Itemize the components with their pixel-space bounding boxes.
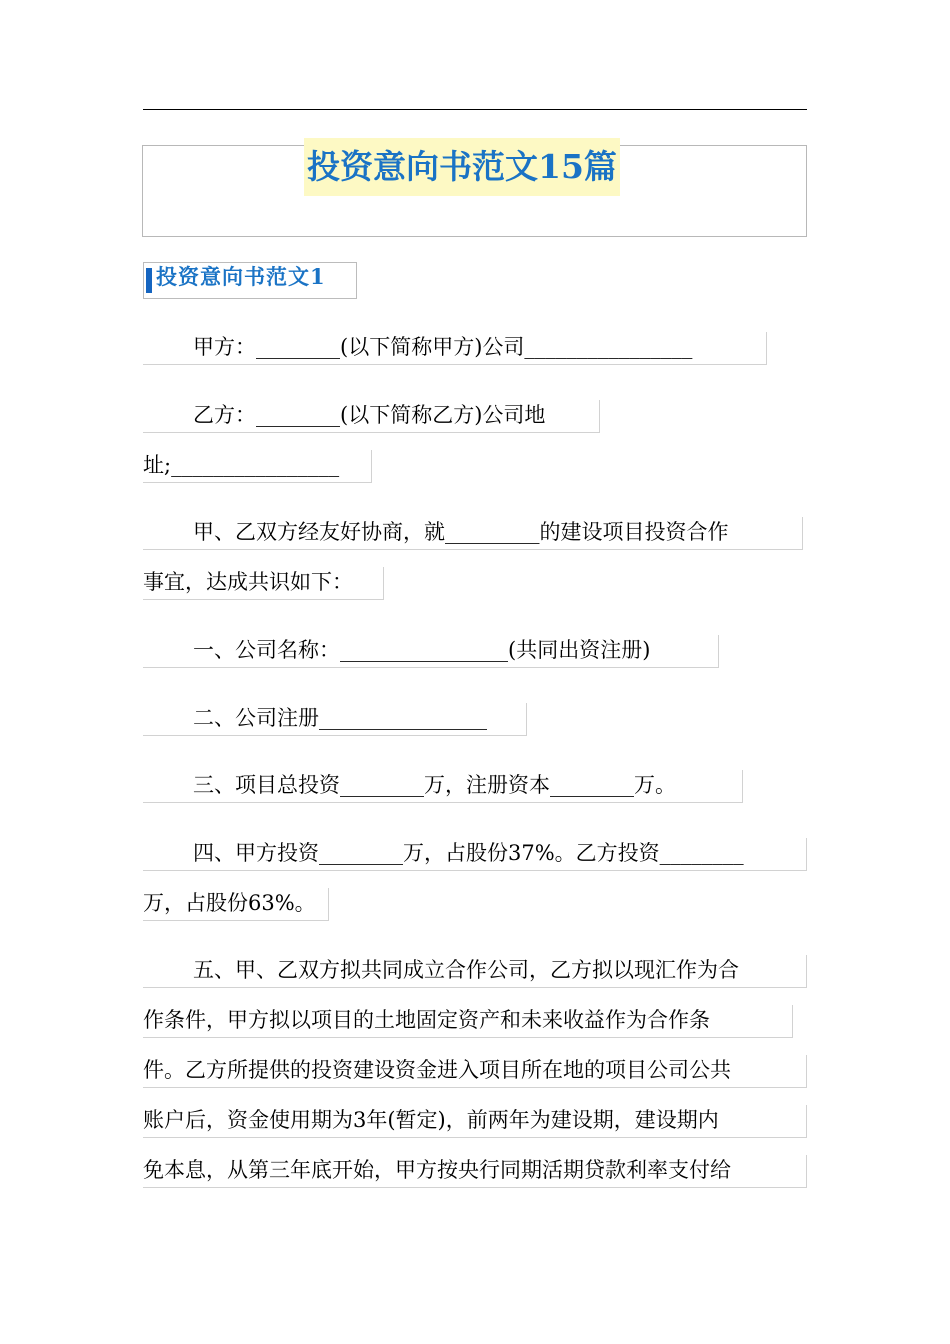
header-rule (143, 109, 807, 110)
paragraph-line: 甲方：________(以下简称甲方)公司________________ (143, 332, 767, 365)
section-heading: 投资意向书范文1 (156, 264, 326, 289)
paragraph-line: 一、公司名称：________________(共同出资注册) (143, 635, 719, 668)
paragraph-line: 址;________________ (143, 450, 372, 483)
paragraph-line: 甲、乙双方经友好协商，就_________的建设项目投资合作 (143, 517, 803, 550)
paragraph-line: 事宜，达成共识如下： (143, 567, 384, 600)
section-marker (146, 268, 152, 293)
paragraph-line: 三、项目总投资________万，注册资本________万。 (143, 770, 743, 803)
paragraph-line: 四、甲方投资________万，占股份37%。乙方投资________ (143, 838, 807, 871)
document-title: 投资意向书范文15篇 (304, 138, 620, 196)
paragraph-line: 免本息，从第三年底开始，甲方按央行同期活期贷款利率支付给 (143, 1155, 807, 1188)
paragraph-line: 乙方：________(以下简称乙方)公司地 (143, 400, 600, 433)
paragraph-line: 五、甲、乙双方拟共同成立合作公司，乙方拟以现汇作为合 (143, 955, 807, 988)
paragraph-line: 作条件，甲方拟以项目的土地固定资产和未来收益作为合作条 (143, 1005, 793, 1038)
paragraph-line: 万，占股份63%。 (143, 888, 329, 921)
paragraph-line: 二、公司注册________________ (143, 703, 527, 736)
paragraph-line: 件。乙方所提供的投资建设资金进入项目所在地的项目公司公共 (143, 1055, 807, 1088)
paragraph-line: 账户后，资金使用期为3年(暂定)，前两年为建设期，建设期内 (143, 1105, 807, 1138)
